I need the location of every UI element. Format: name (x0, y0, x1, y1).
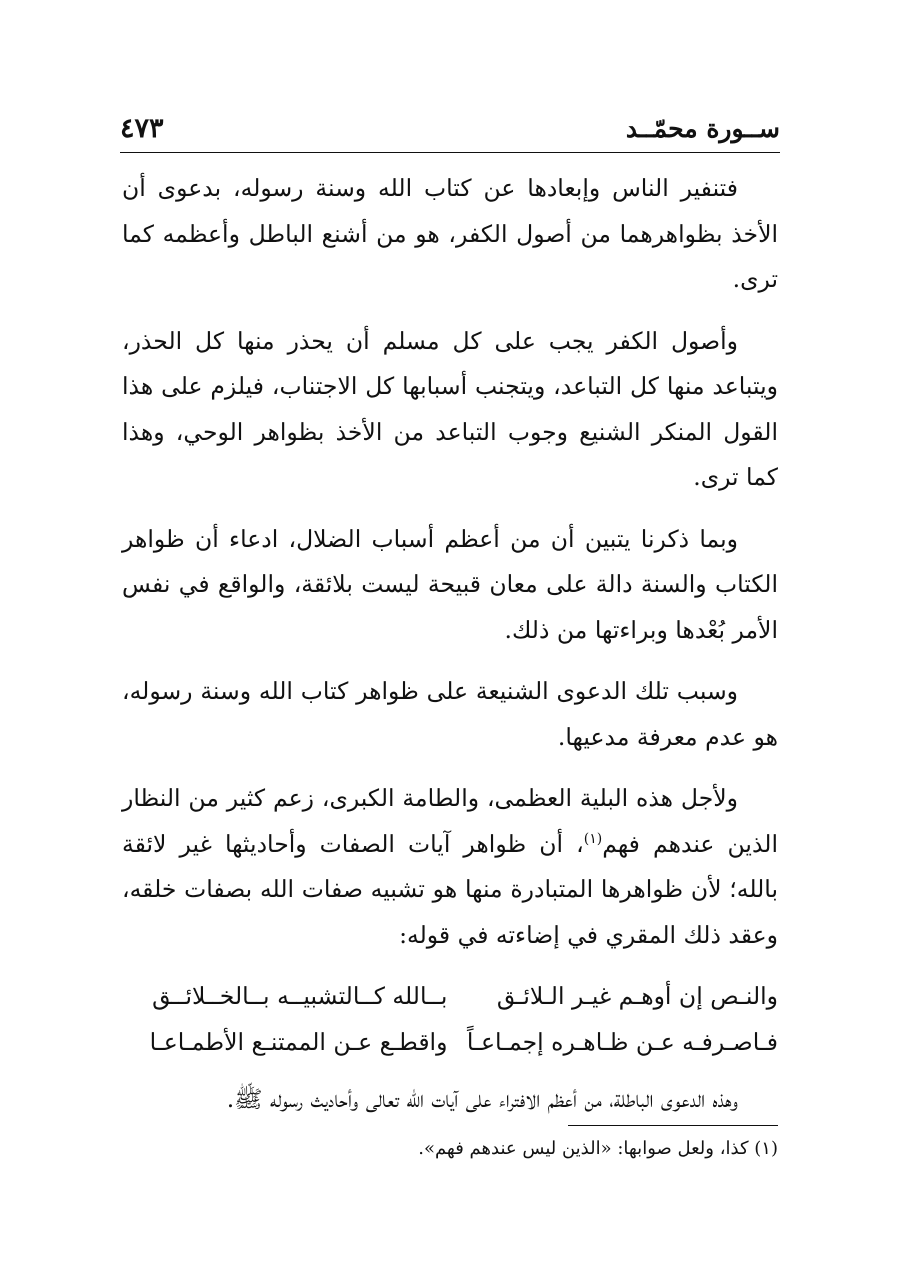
page-number: ٤٧٣ (120, 113, 164, 144)
poem-verse (122, 974, 778, 1020)
paragraph: وهذه الدعوى الباطلة، من أعظم الافتراء على آيات الله تعالى وأحاديث رسوله ﷺ. (226, 1085, 738, 1113)
paragraph: وأصول الكفر يجب على كل مسلم أن يحذر منها كل الحذر، ويتباعد منها كل التباعد، ويتجنب أسبابها كل الاجتناب، فيلزم على هذا القول المنكر الشنيع وجوب التباعد من الأخذ بظواهر الوحي، وهذا كما ترى. (122, 326, 778, 491)
verse-first-hemistich: فـاصـرفـه عـن ظـاهـره إجمـاعـاً (466, 1027, 778, 1056)
poem-verse (122, 1020, 778, 1066)
paragraph-text-before-ref: ولأجل هذه البلية العظمى، والطامة الكبرى، زعم كثير من النظار الذين عندهم فهم (122, 784, 778, 858)
paragraph-with-footnote-ref (122, 776, 778, 958)
page-header (120, 112, 780, 152)
paragraph-text-after-ref: ، أن ظواهر آيات الصفات وأحاديثها غير لائقة بالله؛ لأن ظواهرها المتبادرة منها هو تشبيه صفات الله بصفات خلقه، وعقد ذلك المقري في إضاءته في قوله: (122, 829, 778, 949)
verse-first-hemistich: والنـص إن أوهـم غيـر الـلائـق (496, 982, 778, 1010)
footnote-reference[interactable]: (١) (583, 830, 603, 847)
surah-title: ســورة محمّــد (625, 114, 780, 143)
main-text (122, 166, 778, 1139)
paragraph: وسبب تلك الدعوى الشنيعة على ظواهر كتاب الله وسنة رسوله، هو عدم معرفة مدعيها. (122, 677, 778, 751)
paragraph: فتنفير الناس وإبعادها عن كتاب الله وسنة رسوله، بدعوى أن الأخذ بظواهرهما من أصول الكفر، هو من أشنع الباطل وأعظمه كما ترى. (122, 174, 778, 293)
poem-block (122, 974, 778, 1065)
header-divider (120, 152, 780, 153)
footnote: (١) كذا، ولعل صوابها: «الذين ليس عندهم فهم». (418, 1138, 778, 1159)
footnote-divider (568, 1125, 778, 1126)
verse-second-hemistich: بــالله كــالتشبيــه بــالخــلائــق (152, 982, 448, 1010)
verse-second-hemistich: واقطـع عـن الممتنـع الأطمـاعـا (149, 1027, 448, 1056)
paragraph: وبما ذكرنا يتبين أن من أعظم أسباب الضلال، ادعاء أن ظواهر الكتاب والسنة دالة على معان قبيحة ليست بلائقة، والواقع في نفس الأمر بُعْدها وبراءتها من ذلك. (122, 524, 778, 644)
